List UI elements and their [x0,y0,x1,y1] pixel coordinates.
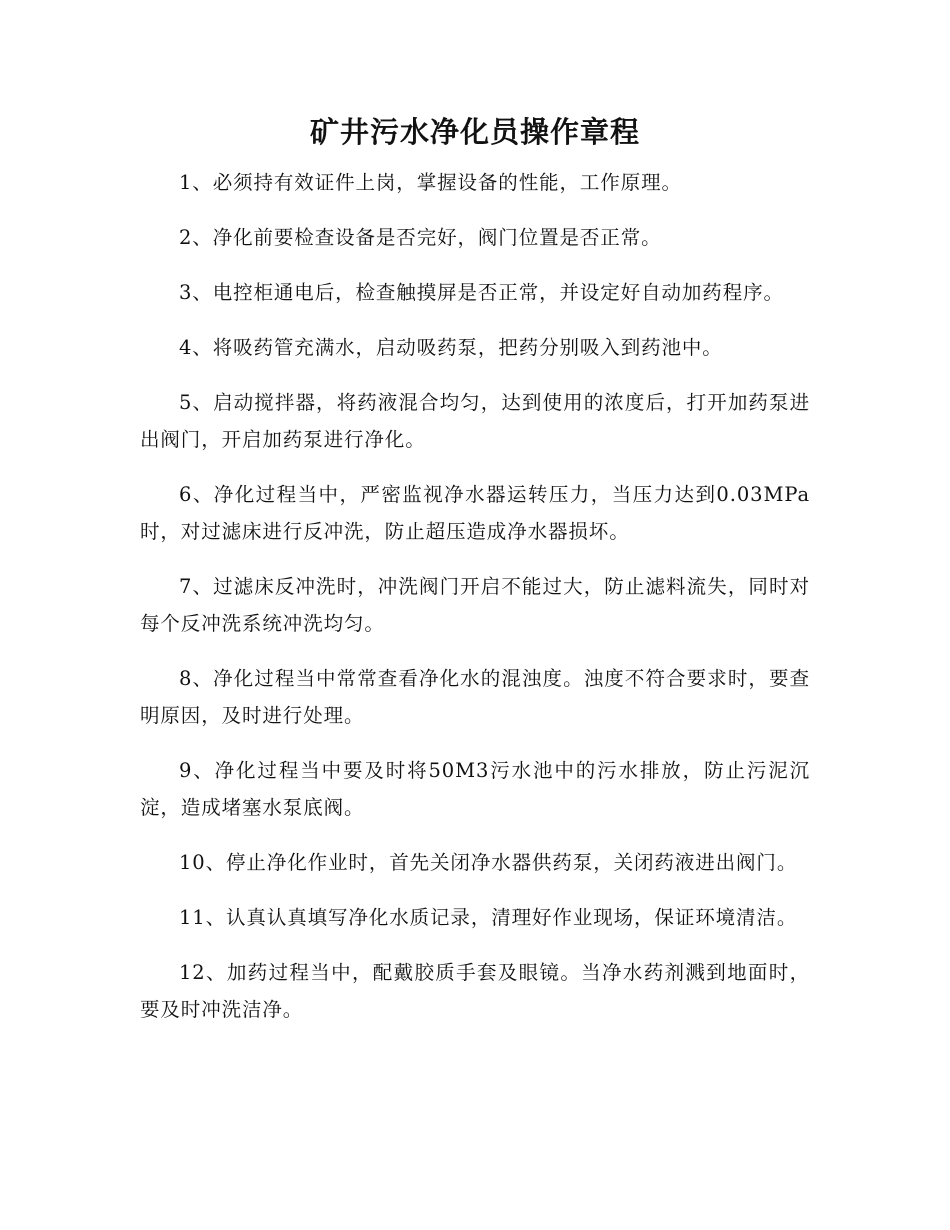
document-title: 矿井污水净化员操作章程 [309,115,640,149]
rule-item-4: 4、将吸药管充满水，启动吸药泵，把药分别吸入到药池中。 [179,336,723,359]
rule-item-7: 7、过滤床反冲洗时，冲洗阀门开启不能过大，防止滤料流失，同时对每个反冲洗系统冲洗均匀。 [140,575,810,635]
rule-item-5: 5、启动搅拌器，将药液混合均匀，达到使用的浓度后，打开加药泵进出阀门，开启加药泵进行净化。 [140,391,810,451]
rule-item-12: 12、加药过程当中，配戴胶质手套及眼镜。当净水药剂溅到地面时，要及时冲洗洁净。 [140,961,810,1021]
rule-item-11: 11、认真认真填写净化水质记录，清理好作业现场，保证环境清洁。 [179,906,798,929]
rule-item-10: 10、停止净化作业时，首先关闭净水器供药泵，关闭药液进出阀门。 [179,851,798,874]
rule-item-9: 9、净化过程当中要及时将50M3污水池中的污水排放，防止污泥沉淀，造成堵塞水泵底阀。 [140,759,810,819]
rule-item-2: 2、净化前要检查设备是否完好，阀门位置是否正常。 [179,226,662,249]
rule-item-1: 1、必须持有效证件上岗，掌握设备的性能，工作原理。 [179,171,682,194]
rule-item-3: 3、电控柜通电后，检查触摸屏是否正常，并设定好自动加药程序。 [179,281,784,304]
rule-item-6: 6、净化过程当中，严密监视净水器运转压力，当压力达到0.03MPa时，对过滤床进行反冲洗，防止超压造成净水器损坏。 [140,483,810,543]
document-body [140,164,810,1046]
rule-item-8: 8、净化过程当中常常查看净化水的混浊度。浊度不符合要求时，要查明原因，及时进行处理。 [140,667,810,727]
